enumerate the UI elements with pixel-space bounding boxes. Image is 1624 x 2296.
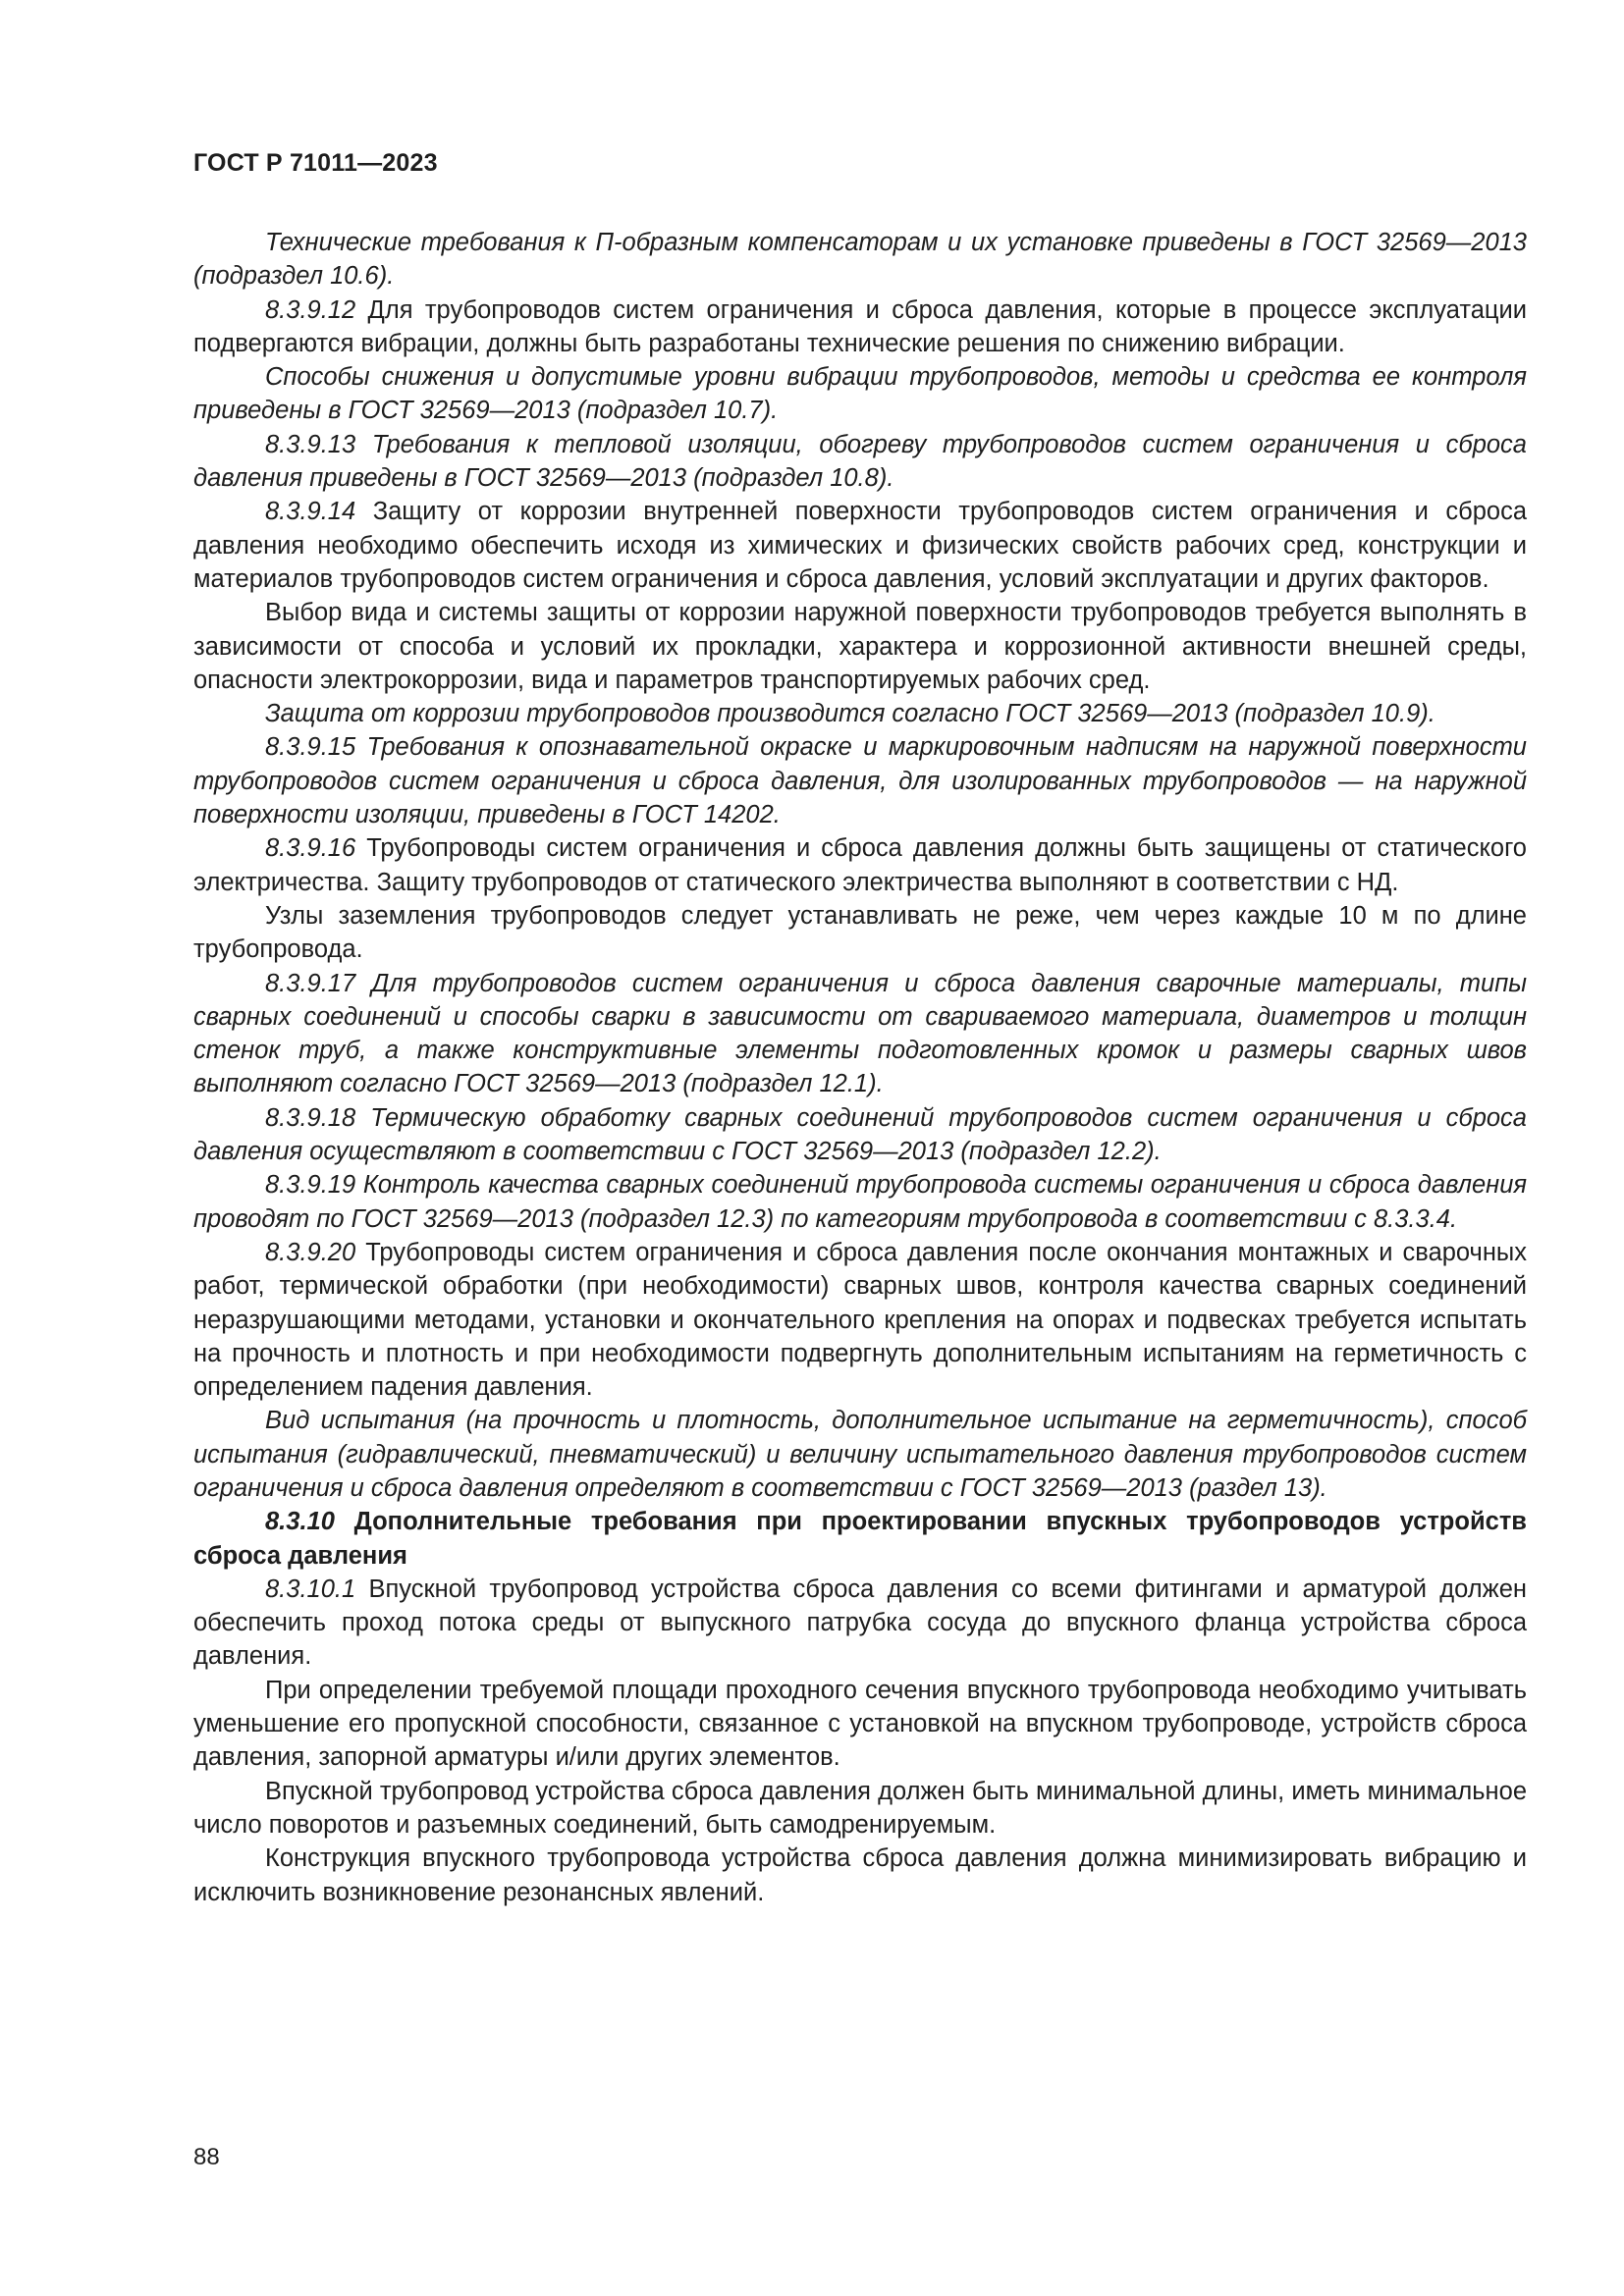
paragraph-text: Трубопроводы систем ограничения и сброса давления после окончания монтажных и сварочных работ, термической обработки (при необходимости) сварных швов, контроля качества сварных соединений неразрушающими методами, установки и окончательного крепления на опорах и подвесках требуется испытать на прочность и плотность и при необходимости подвергнуть дополнительным испытаниям на герметичность с определением падения давления. — [193, 1238, 1527, 1402]
paragraph-text: Конструкция впускного трубопровода устройства сброса давления должна минимизировать вибрацию и исключить возникновение резонансных явлений. — [193, 1844, 1527, 1906]
clause-number: 8.3.9.17 — [265, 969, 356, 997]
paragraph-8-3-9-17 — [193, 967, 1527, 1101]
paragraph-text: Требования к тепловой изоляции, обогреву трубопроводов систем ограничения и сброса давления приведены в ГОСТ 32569—2013 (подраздел 10.8). — [193, 430, 1527, 493]
section-heading-text: Дополнительные требования при проектировании впускных трубопроводов устройств сброса давления — [193, 1508, 1527, 1570]
clause-number: 8.3.10 — [265, 1508, 335, 1536]
page-header: ГОСТ Р 71011—2023 — [193, 149, 438, 177]
paragraph-8-3-9-19 — [193, 1168, 1527, 1236]
paragraph-8-3-9-16 — [193, 831, 1527, 899]
paragraph-text: Впускной трубопровод устройства сброса давления со всеми фитингами и арматурой должен обеспечить проход потока среды от выпускного патрубка сосуда до впускного фланца устройства сброса давления. — [193, 1575, 1528, 1671]
paragraph-8-3-9-20 — [193, 1236, 1527, 1404]
paragraph-text: Трубопроводы систем ограничения и сброса давления должны быть защищены от статического электричества. Защиту трубопроводов от статического электричества выполняют в соответствии с НД. — [193, 834, 1527, 896]
paragraph-text: При определении требуемой площади проходного сечения впускного трубопровода необходимо учитывать уменьшение его пропускной способности, связанное с установкой на впускном трубопроводе, устройств сброса давления, запорной арматуры и/или других элементов. — [193, 1676, 1527, 1772]
paragraph-text: Технические требования к П-образным компенсаторам и их установке приведены в ГОСТ 32569—2013 (подраздел 10.6). — [193, 229, 1527, 291]
clause-number: 8.3.9.19 — [265, 1171, 356, 1200]
paragraph-text: Контроль качества сварных соединений трубопровода системы ограничения и сброса давления проводят по ГОСТ 32569—2013 (подраздел 12.3) по категориям трубопровода в соответствии с 8.3.3.4. — [193, 1171, 1527, 1233]
clause-number: 8.3.9.15 — [265, 733, 356, 762]
paragraph-text: Выбор вида и системы защиты от коррозии наружной поверхности трубопроводов требуется выполнять в зависимости от способа и условий их прокладки, характера и коррозионной активности внешней среды, опасности электрокоррозии, вида и параметров транспортируемых рабочих сред. — [193, 599, 1527, 694]
clause-number: 8.3.9.18 — [265, 1103, 356, 1132]
clause-number: 8.3.9.20 — [265, 1238, 356, 1266]
paragraph — [193, 360, 1527, 428]
paragraph-text: Защита от коррозии трубопроводов производится согласно ГОСТ 32569—2013 (подраздел 10.9). — [265, 700, 1435, 728]
paragraph — [193, 697, 1527, 730]
paragraph-8-3-9-18 — [193, 1101, 1527, 1169]
paragraph — [193, 1842, 1527, 1909]
paragraph — [193, 899, 1527, 967]
clause-number: 8.3.9.12 — [265, 295, 356, 324]
paragraph-text: Защиту от коррозии внутренней поверхности трубопроводов систем ограничения и сброса давления необходимо обеспечить исходя из химических и физических свойств рабочих сред, конструкции и материалов трубопроводов систем ограничения и сброса давления, условий эксплуатации и других факторов. — [193, 498, 1528, 593]
document-body — [193, 226, 1527, 1909]
paragraph-8-3-9-12 — [193, 294, 1527, 361]
paragraph — [193, 1775, 1527, 1842]
paragraph — [193, 1674, 1527, 1775]
clause-number: 8.3.9.13 — [265, 430, 356, 458]
clause-number: 8.3.10.1 — [265, 1575, 356, 1603]
paragraph-text: Способы снижения и допустимые уровни вибрации трубопроводов, методы и средства ее контроля приведены в ГОСТ 32569—2013 (подраздел 10.7). — [193, 363, 1527, 425]
paragraph-text: Для трубопроводов систем ограничения и сброса давления сварочные материалы, типы сварных соединений и способы сварки в зависимости от свариваемого материала, диаметров и толщин стенок труб, а также конструктивные элементы подготовленных кромок и размеры сварных швов выполняют согласно ГОСТ 32569—2013 (подраздел 12.1). — [193, 969, 1527, 1098]
paragraph-8-3-9-15 — [193, 730, 1527, 831]
page-number: 88 — [193, 2144, 220, 2170]
paragraph — [193, 596, 1527, 697]
paragraph-8-3-9-14 — [193, 495, 1527, 596]
paragraph-text: Вид испытания (на прочность и плотность, дополнительное испытание на герметичность), способ испытания (гидравлический, пневматический) и величину испытательного давления трубопроводов систем ограничения и сброса давления определяют в соответствии с ГОСТ 32569—2013 (раздел 13). — [193, 1407, 1527, 1502]
section-heading-8-3-10 — [193, 1505, 1527, 1573]
paragraph-text: Узлы заземления трубопроводов следует устанавливать не реже, чем через каждые 10 м по длине трубопровода. — [193, 901, 1527, 964]
paragraph — [193, 226, 1527, 294]
paragraph-text: Требования к опознавательной окраске и маркировочным надписям на наружной поверхности трубопроводов систем ограничения и сброса давления, для изолированных трубопроводов — на наружной поверхности изоляции, приведены в ГОСТ 14202. — [193, 733, 1527, 829]
paragraph-text: Впускной трубопровод устройства сброса давления должен быть минимальной длины, иметь минимальное число поворотов и разъемных соединений, быть самодренируемым. — [193, 1777, 1527, 1839]
paragraph-text: Термическую обработку сварных соединений трубопроводов систем ограничения и сброса давления осуществляют в соответствии с ГОСТ 32569—2013 (подраздел 12.2). — [193, 1103, 1527, 1166]
clause-number: 8.3.9.16 — [265, 834, 356, 863]
paragraph — [193, 1404, 1527, 1505]
paragraph-8-3-9-13 — [193, 428, 1527, 496]
clause-number: 8.3.9.14 — [265, 498, 356, 526]
paragraph-8-3-10-1 — [193, 1573, 1527, 1674]
paragraph-text: Для трубопроводов систем ограничения и сброса давления, которые в процессе эксплуатации подвергаются вибрации, должны быть разработаны технические решения по снижению вибрации. — [193, 295, 1527, 357]
